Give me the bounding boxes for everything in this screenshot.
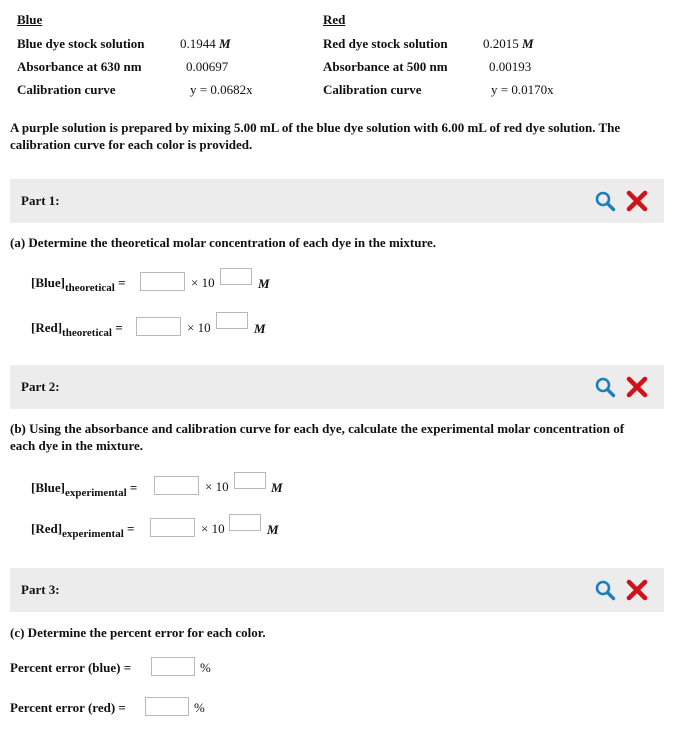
red-stock-label: Red dye stock solution (323, 36, 448, 51)
part2-header (10, 365, 664, 409)
x-icon[interactable] (626, 190, 648, 212)
blue-absorbance-label: Absorbance at 630 nm (17, 59, 142, 74)
blue-calibration-value: y = 0.0682x (190, 82, 253, 97)
percent-error-red-input[interactable] (145, 697, 189, 716)
part1-blue-times: × 10 (191, 275, 215, 290)
part3-question: (c) Determine the percent error for each color. (10, 625, 266, 640)
red-absorbance-value: 0.00193 (489, 59, 532, 74)
magnifier-icon[interactable] (594, 376, 616, 398)
part1-red-label: $[Red]_{theoretical}$ = (31, 320, 123, 339)
problem-intro: A purple solution is prepared by mixing 5.00 mL of the blue dye solution with 6.00 mL of red dye solution. The calibration curve for each color is provided. (10, 120, 621, 152)
part2-blue-times: × 10 (205, 479, 229, 494)
part1-red-mantissa-input[interactable] (136, 317, 181, 336)
part3-blue-label: Percent error (blue) = (10, 660, 132, 675)
part1-red-unit: M (254, 321, 266, 336)
part1-icons (594, 188, 654, 214)
part2-red-mantissa-input[interactable] (150, 518, 195, 537)
part2-blue-exponent-input[interactable] (234, 472, 266, 489)
red-calibration-value: y = 0.0170x (491, 82, 554, 97)
part2-red-times: × 10 (201, 521, 225, 536)
part1-red-times: × 10 (187, 320, 211, 335)
red-calibration-label: Calibration curve (323, 82, 422, 97)
blue-stock-value: 0.1944 M (180, 36, 231, 51)
part1-label: Part 1: (21, 193, 60, 208)
part3-red-label: Percent error (red) = (10, 700, 126, 715)
blue-stock-label: Blue dye stock solution (17, 36, 145, 51)
part1-blue-mantissa-input[interactable] (140, 272, 185, 291)
blue-absorbance-value: 0.00697 (186, 59, 229, 74)
red-stock-value: 0.2015 M (483, 36, 534, 51)
part1-blue-exponent-input[interactable] (220, 268, 252, 285)
part3-label: Part 3: (21, 582, 60, 597)
red-absorbance-label: Absorbance at 500 nm (323, 59, 448, 74)
blue-calibration-label: Calibration curve (17, 82, 116, 97)
part1-question: (a) Determine the theoretical molar concentration of each dye in the mixture. (10, 235, 437, 250)
part2-red-unit: M (267, 522, 279, 537)
blue-header: Blue (17, 12, 43, 27)
part2-icons (594, 374, 654, 400)
x-icon[interactable] (626, 579, 648, 601)
part2-red-exponent-input[interactable] (229, 514, 261, 531)
x-icon[interactable] (626, 376, 648, 398)
part2-blue-mantissa-input[interactable] (154, 476, 199, 495)
part2-blue-unit: M (271, 480, 283, 495)
magnifier-icon[interactable] (594, 579, 616, 601)
percent-error-blue-input[interactable] (151, 657, 195, 676)
part2-label: Part 2: (21, 379, 60, 394)
part3-red-pct: % (194, 700, 205, 715)
red-header: Red (323, 12, 346, 27)
part2-blue-label: $[Blue]_{experimental}$ = (31, 480, 138, 499)
part3-header (10, 568, 664, 612)
part1-header (10, 179, 664, 223)
part3-blue-pct: % (200, 660, 211, 675)
part2-red-label: $[Red]_{experimental}$ = (31, 521, 135, 540)
part1-blue-label: $[Blue]_{theoretical}$ = (31, 275, 126, 294)
part1-red-exponent-input[interactable] (216, 312, 248, 329)
part3-icons (594, 577, 654, 603)
part1-blue-unit: M (258, 276, 270, 291)
magnifier-icon[interactable] (594, 190, 616, 212)
part2-question: (b) Using the absorbance and calibration curve for each dye, calculate the experimental molar concentration of each dye in the mixture. (10, 421, 625, 453)
